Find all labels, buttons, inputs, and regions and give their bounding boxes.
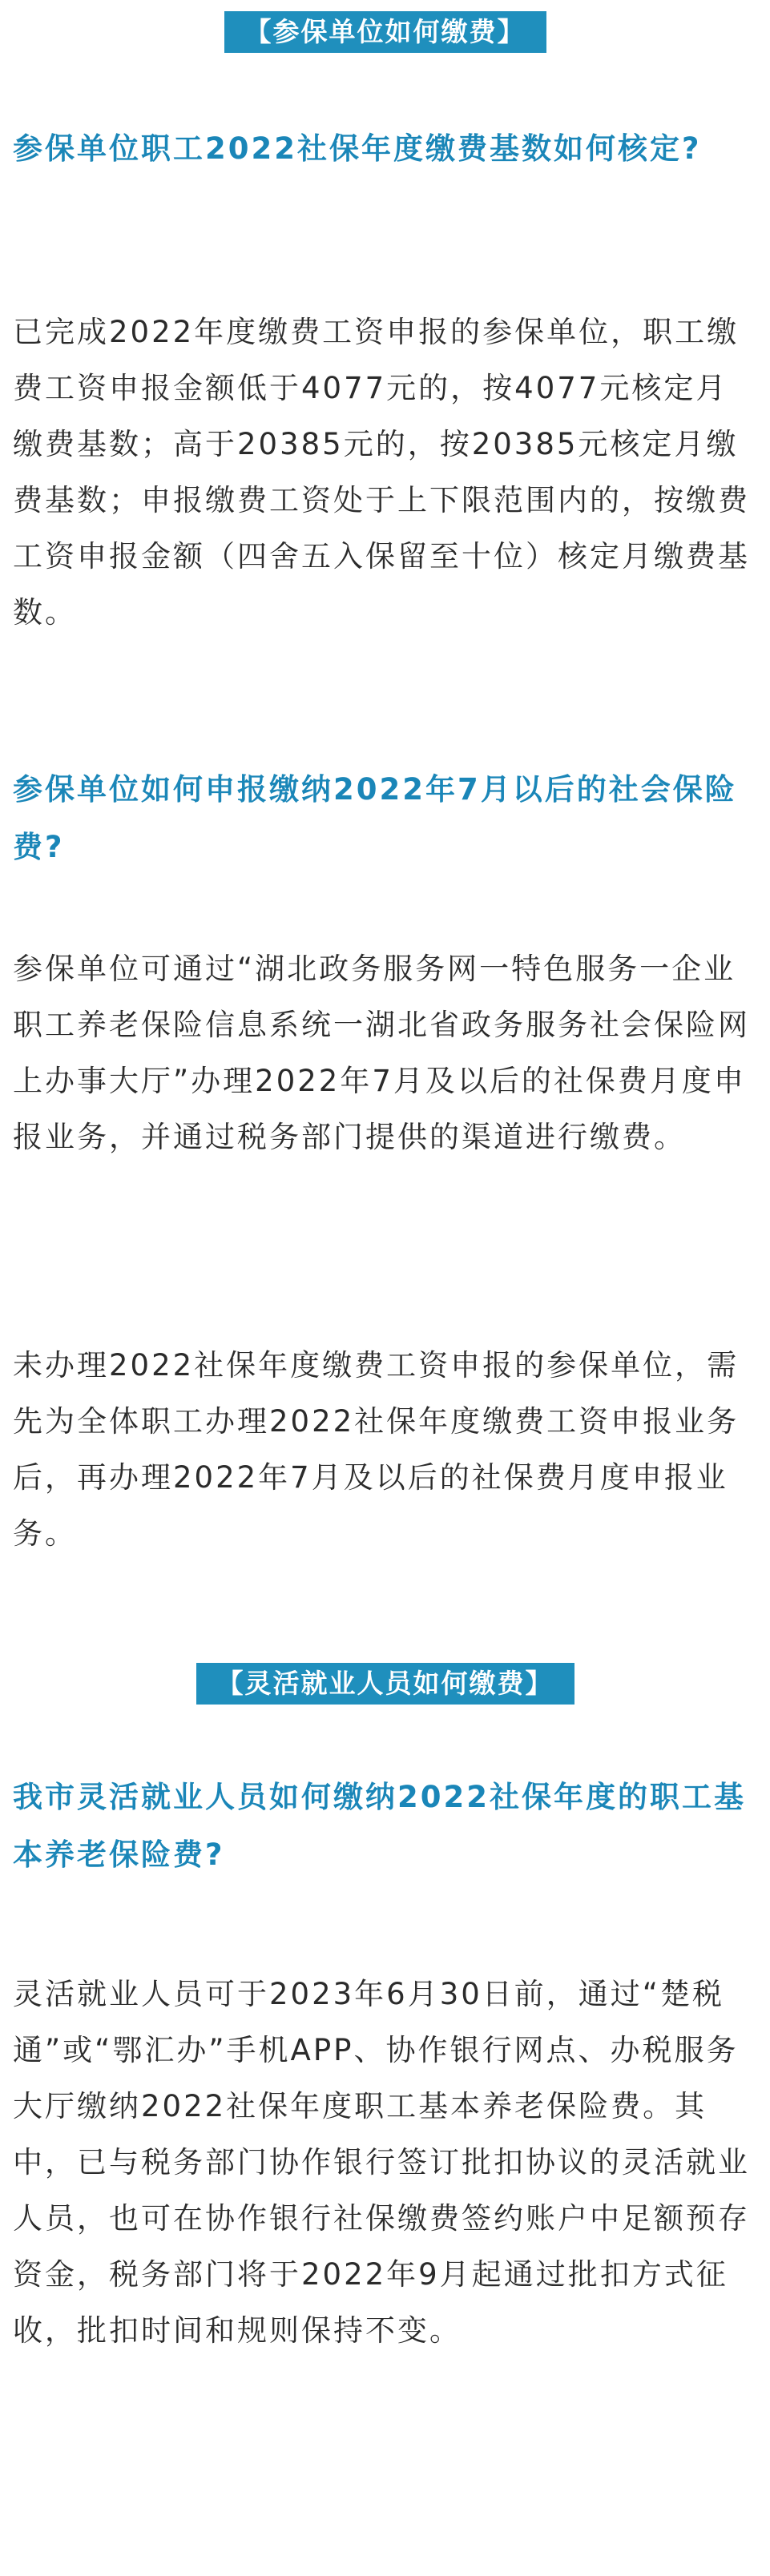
question-unit-declare: 参保单位如何申报缴纳2022年7月以后的社会保险费? bbox=[13, 772, 737, 864]
question-unit-base: 参保单位职工2022社保年度缴费基数如何核定? bbox=[13, 131, 702, 166]
section-banner-flexible: 【灵活就业人员如何缴费】 bbox=[196, 1663, 574, 1705]
section-banner-unit: 【参保单位如何缴费】 bbox=[224, 11, 546, 53]
answer-unit-declare: 参保单位可通过“湖北政务服务网一特色服务一企业职工养老保险信息系统一湖北省政务服务社会保险网上办事大厅”办理2022年7月及以后的社保费月度申报业务，并通过税务部门提供的渠道进行缴费。 bbox=[13, 952, 750, 1154]
answer-flexible-pay: 灵活就业人员可于2023年6月30日前，通过“楚税通”或“鄂汇办”手机APP、协作银行网点、办税服务大厅缴纳2022社保年度职工基本养老保险费。其中，已与税务部门协作银行签订批扣协议的灵活就业人员，也可在协作银行社保缴费签约账户中足额预存资金，税务部门将于2022年9月起通过批扣方式征收，批扣时间和规则保持不变。 bbox=[13, 1977, 750, 2348]
answer-unit-no-declare: 未办理2022社保年度缴费工资申报的参保单位，需先为全体职工办理2022社保年度缴费工资申报业务后，再办理2022年7月及以后的社保费月度申报业务。 bbox=[13, 1348, 740, 1551]
answer-unit-base: 已完成2022年度缴费工资申报的参保单位，职工缴费工资申报金额低于4077元的，按4077元核定月缴费基数；高于20385元的，按20385元核定月缴费基数；申报缴费工资处于上下限范围内的，按缴费工资申报金额（四舍五入保留至十位）核定月缴费基数。 bbox=[13, 315, 750, 630]
question-flexible-pay: 我市灵活就业人员如何缴纳2022社保年度的职工基本养老保险费? bbox=[13, 1780, 746, 1872]
